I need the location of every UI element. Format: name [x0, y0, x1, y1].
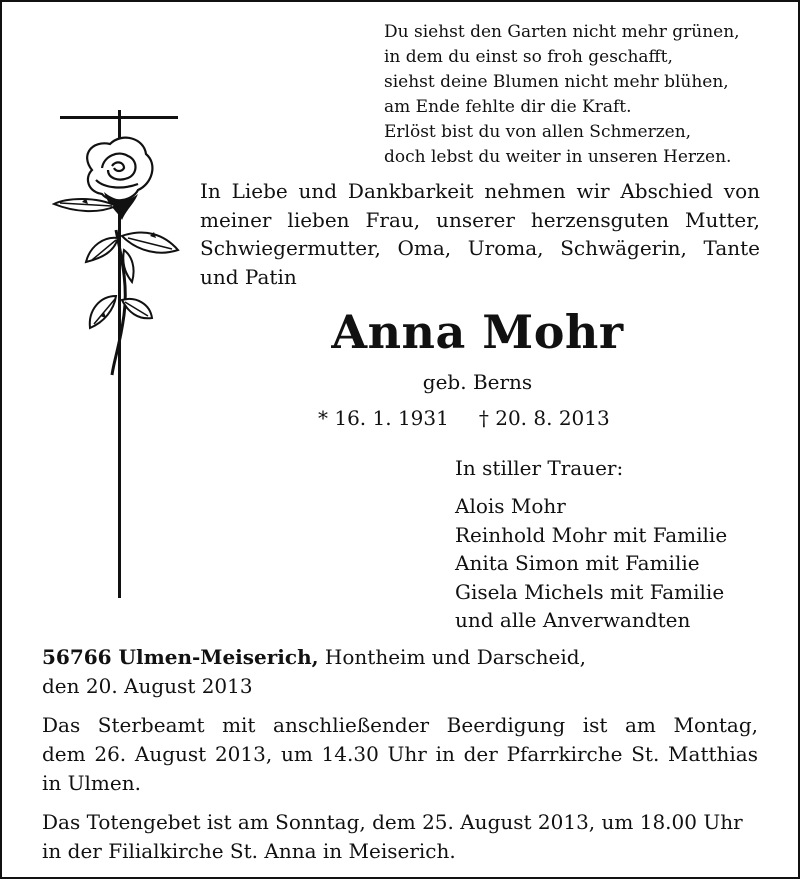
poem-line: am Ende fehlte dir die Kraft.	[384, 97, 632, 117]
poem	[384, 20, 784, 170]
funeral-line: in Ulmen.	[42, 771, 141, 795]
deceased-name: Anna Mohr	[331, 305, 624, 359]
intro-line: Schwiegermutter, Oma, Uroma, Schwägerin, Tante	[200, 236, 760, 260]
prayer-line: in der Filialkirche St. Anna in Meiserich.	[42, 839, 456, 863]
mourners-list	[455, 492, 727, 635]
life-dates	[318, 404, 610, 432]
mourner: Reinhold Mohr mit Familie	[455, 522, 728, 547]
place-and-date	[42, 643, 762, 701]
death-date: † 20. 8. 2013	[478, 406, 610, 430]
cross-with-rose-icon	[52, 110, 192, 600]
mourners-heading: In stiller Trauer:	[455, 456, 624, 480]
mourner: Gisela Michels mit Familie	[455, 579, 725, 604]
mourner: und alle Anverwandten	[455, 608, 691, 633]
birth-date: * 16. 1. 1931	[318, 406, 449, 430]
place-others: Hontheim und Darscheid,	[318, 645, 586, 669]
funeral-info	[42, 711, 758, 798]
funeral-line: Das Sterbeamt mit anschließender Beerdigung ist am Montag,	[42, 713, 758, 737]
intro-text	[200, 177, 760, 291]
poem-line: doch lebst du weiter in unseren Herzen.	[384, 147, 732, 167]
poem-line: siehst deine Blumen nicht mehr blühen,	[384, 72, 729, 92]
poem-line: in dem du einst so froh geschafft,	[384, 47, 673, 67]
poem-line: Du siehst den Garten nicht mehr grünen,	[384, 22, 740, 42]
prayer-info	[42, 808, 758, 866]
mourner: Anita Simon mit Familie	[455, 551, 700, 576]
intro-line: meiner lieben Frau, unserer herzensguten Mutter,	[200, 207, 760, 232]
poem-line: Erlöst bist du von allen Schmerzen,	[384, 122, 692, 142]
intro-line: In Liebe und Dankbarkeit nehmen wir Abschied von	[200, 179, 760, 203]
place-town: 56766 Ulmen-Meiserich,	[42, 645, 319, 669]
birth-name: geb. Berns	[422, 370, 533, 394]
mourner: Alois Mohr	[455, 494, 566, 518]
funeral-line: dem 26. August 2013, um 14.30 Uhr in der Pfarrkirche St. Matthias	[42, 742, 758, 766]
prayer-line: Das Totengebet ist am Sonntag, dem 25. August 2013, um 18.00 Uhr	[42, 810, 743, 834]
notice-date: den 20. August 2013	[42, 674, 253, 698]
intro-line: und Patin	[200, 264, 297, 289]
